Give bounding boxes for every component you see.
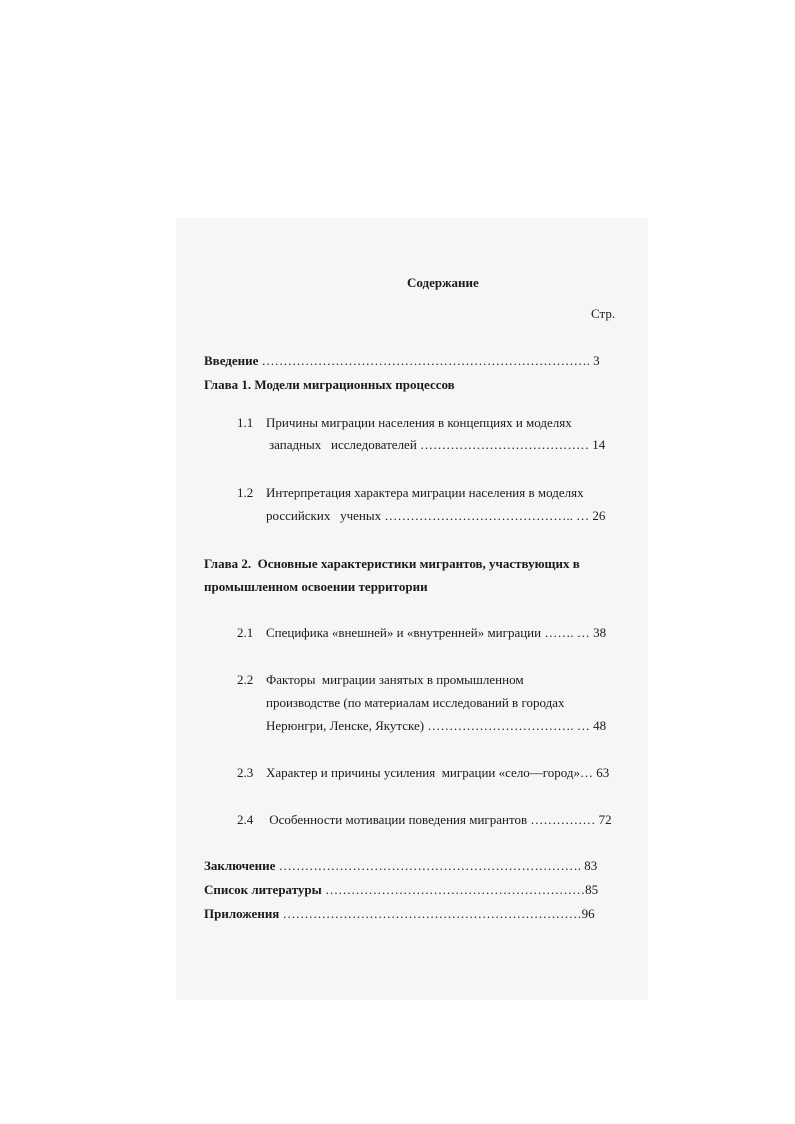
toc-section-number: 2.2 [237, 672, 254, 687]
toc-section-title: Интерпретация характера миграции населения в моделях [266, 485, 584, 500]
toc-section-title: Особенности мотивации поведения мигрантов …………… 72 [266, 812, 612, 827]
toc-references-leader: ……………………………………………………85 [321, 882, 599, 897]
toc-intro [204, 353, 600, 369]
toc-section-title: Факторы миграции занятых в промышленном [266, 672, 524, 687]
toc-intro-label: Введение [204, 353, 259, 368]
toc-section-title: Причины миграции населения в концепциях и моделях [266, 415, 572, 430]
toc-section-title: Характер и причины усиления миграции «село—город»… 63 [266, 765, 610, 780]
toc-section-title-cont: российских ученых …………………………………….. … 26 [266, 508, 606, 523]
toc-section-number: 2.4 [237, 812, 254, 827]
toc-chapter-2: Глава 2. Основные характеристики мигрантов, участвующих в [204, 556, 580, 571]
toc-section-number: 1.1 [237, 415, 254, 430]
toc-references [204, 882, 598, 898]
toc-section-number: 2.3 [237, 765, 254, 780]
toc-conclusion-leader: ……………………………………………………………. 83 [275, 858, 598, 873]
toc-chapter-2-cont: промышленном освоении территории [204, 579, 428, 594]
toc-appendices-label: Приложения [204, 906, 280, 921]
page-column-label: Стр. [591, 306, 616, 321]
toc-references-label: Список литературы [204, 882, 322, 897]
toc-section-title-cont: западных исследователей ………………………………… 14 [269, 437, 606, 452]
toc-section-title-cont: Нерюнгри, Ленске, Якутске) ……………………………. … 48 [266, 718, 607, 733]
toc-section-number: 2.1 [237, 625, 254, 640]
toc-intro-leader: …………………………………………………………………. 3 [258, 353, 600, 368]
toc-chapter-1: Глава 1. Модели миграционных процессов [204, 377, 455, 392]
toc-conclusion [204, 858, 597, 874]
page-title: Содержание [407, 275, 479, 290]
toc-conclusion-label: Заключение [204, 858, 276, 873]
toc-section-number: 1.2 [237, 485, 254, 500]
toc-appendices [204, 906, 595, 922]
toc-section-title: Специфика «внешней» и «внутренней» миграции ……. … 38 [266, 625, 607, 640]
toc-appendices-leader: ……………………………………………………………96 [279, 906, 595, 921]
toc-section-title-cont: производстве (по материалам исследований в городах [266, 695, 565, 710]
